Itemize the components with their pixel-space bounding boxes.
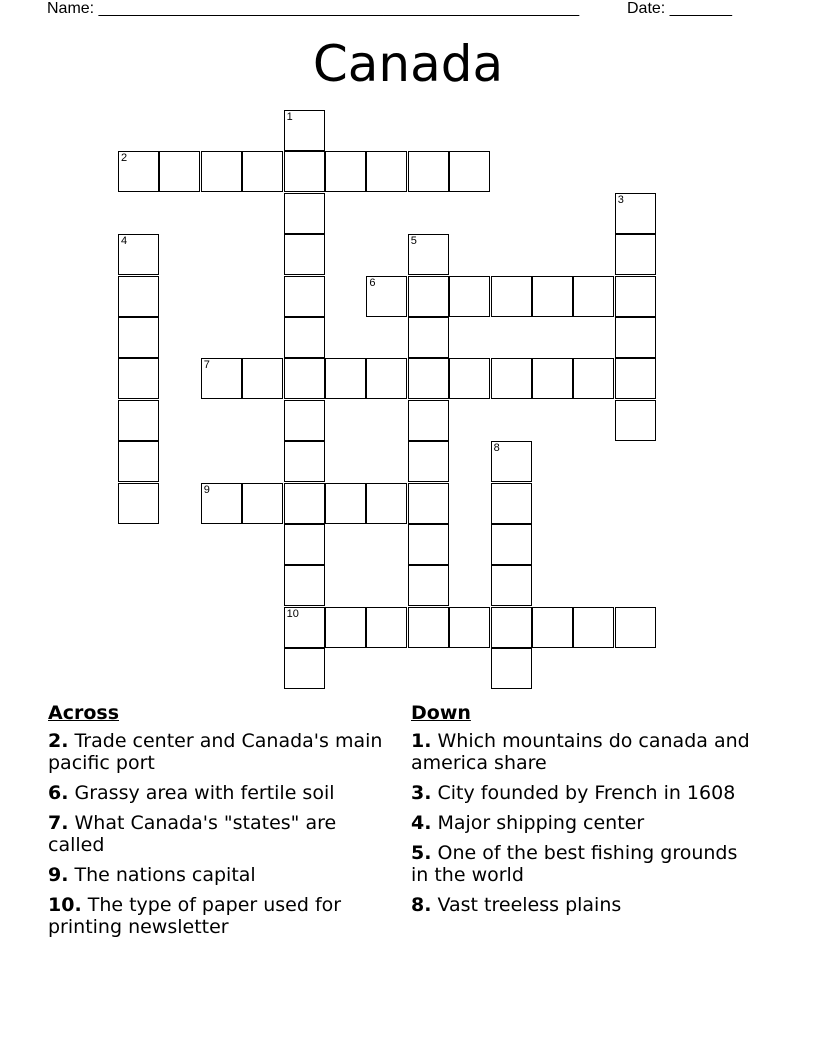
clue-text: Major shipping center [431,812,645,834]
clue-down-8 [411,894,756,916]
clue-text: Grassy area with fertile soil [68,782,335,804]
grid-cell[interactable] [615,358,656,399]
grid-cell[interactable] [284,648,325,689]
clue-down-5 [411,842,756,886]
grid-cell[interactable] [366,358,407,399]
grid-cell[interactable] [408,317,449,358]
grid-cell[interactable] [408,276,449,317]
grid-cell[interactable] [366,607,407,648]
grid-cell[interactable] [449,151,490,192]
grid-cell[interactable] [284,193,325,234]
clue-number: 5. [411,842,432,864]
clue-number: 6. [48,782,69,804]
grid-cell[interactable] [408,524,449,565]
clue-down-4 [411,812,756,834]
puzzle-title: Canada [312,35,504,93]
clue-number: 4. [411,812,432,834]
grid-cell[interactable] [408,607,449,648]
grid-cell[interactable] [449,607,490,648]
clue-text: The nations capital [68,864,256,886]
grid-cell[interactable] [615,276,656,317]
grid-cell[interactable] [284,524,325,565]
grid-cell[interactable] [242,151,283,192]
grid-cell[interactable] [491,441,532,482]
clue-down-1 [411,730,756,774]
grid-cell[interactable] [325,358,366,399]
grid-cell[interactable] [284,358,325,399]
grid-cell[interactable] [284,607,325,648]
grid-cell[interactable] [491,483,532,524]
grid-cell[interactable] [615,234,656,275]
grid-cell[interactable] [201,483,242,524]
clue-number: 10. [48,894,82,916]
clue-number: 8. [411,894,432,916]
grid-cell[interactable] [449,276,490,317]
grid-cell[interactable] [325,607,366,648]
grid-cell[interactable] [118,151,159,192]
grid-cell[interactable] [284,276,325,317]
cell-number: 1 [286,111,293,123]
grid-cell[interactable] [118,276,159,317]
grid-cell[interactable] [284,441,325,482]
grid-cell[interactable] [366,151,407,192]
down-clues [411,702,756,924]
grid-cell[interactable] [118,234,159,275]
grid-cell[interactable] [408,358,449,399]
grid-cell[interactable] [408,441,449,482]
grid-cell[interactable] [366,276,407,317]
grid-cell[interactable] [491,648,532,689]
clue-across-6 [48,782,393,804]
cell-number: 8 [493,442,500,455]
grid-cell[interactable] [615,193,656,234]
grid-cell[interactable] [242,483,283,524]
name-label: Name: [47,0,99,17]
clue-down-3 [411,782,756,804]
grid-cell[interactable] [118,400,159,441]
cell-number: 4 [121,235,128,248]
date-label: Date: [627,0,670,17]
cell-number: 2 [121,152,128,165]
grid-cell[interactable] [284,483,325,524]
grid-cell[interactable] [532,607,573,648]
grid-cell[interactable] [615,400,656,441]
clue-text: The type of paper used for printing newsletter [48,894,342,938]
clue-number: 2. [48,730,69,752]
cell-number: 9 [203,483,210,496]
grid-cell[interactable] [118,483,159,524]
across-clues [48,702,393,946]
cell-number: 7 [203,359,210,372]
clue-text: Which mountains do canada and america share [411,730,750,774]
cell-number: 3 [617,193,624,206]
clue-across-2 [48,730,393,774]
cell-number: 6 [369,276,376,289]
grid-cell[interactable] [201,151,242,192]
clue-across-10 [48,894,393,938]
grid-cell[interactable] [573,607,614,648]
date-blank[interactable]: _______ [669,0,732,17]
grid-cell[interactable] [284,317,325,358]
clue-number: 9. [48,864,69,886]
clue-across-9 [48,864,393,886]
clue-number: 7. [48,812,69,834]
grid-cell[interactable] [449,358,490,399]
grid-cell[interactable] [491,524,532,565]
grid-cell[interactable] [284,151,325,192]
grid-cell[interactable] [532,276,573,317]
clue-across-7 [48,812,393,856]
name-blank[interactable]: ______________________________________________________ [98,0,580,17]
grid-cell[interactable] [615,317,656,358]
grid-cell[interactable] [242,358,283,399]
across-heading: Across [48,702,120,724]
grid-cell[interactable] [284,234,325,275]
down-heading: Down [411,702,471,724]
clue-text: What Canada's "states" are called [48,812,337,856]
grid-cell[interactable] [573,358,614,399]
grid-cell[interactable] [118,358,159,399]
clue-number: 3. [411,782,432,804]
grid-cell[interactable] [118,441,159,482]
cell-number: 10 [286,607,299,620]
cell-number: 5 [410,235,417,248]
clue-text: City founded by French in 1608 [431,782,736,804]
grid-cell[interactable] [408,151,449,192]
grid-cell[interactable] [284,565,325,606]
grid-cell[interactable] [408,565,449,606]
grid-cell[interactable] [408,483,449,524]
grid-cell[interactable] [366,483,407,524]
grid-cell[interactable] [491,358,532,399]
clue-text: One of the best fishing grounds in the world [411,842,738,886]
grid-cell[interactable] [573,276,614,317]
grid-cell[interactable] [491,276,532,317]
grid-cell[interactable] [325,483,366,524]
grid-cell[interactable] [201,358,242,399]
grid-cell[interactable] [284,110,325,151]
grid-cell[interactable] [491,607,532,648]
grid-cell[interactable] [325,151,366,192]
grid-cell[interactable] [491,565,532,606]
clue-text: Vast treeless plains [431,894,622,916]
grid-cell[interactable] [159,151,200,192]
grid-cell[interactable] [284,400,325,441]
clue-number: 1. [411,730,432,752]
grid-cell[interactable] [408,234,449,275]
grid-cell[interactable] [615,607,656,648]
grid-cell[interactable] [532,358,573,399]
grid-cell[interactable] [408,400,449,441]
clue-text: Trade center and Canada's main pacific port [48,730,383,774]
grid-cell[interactable] [118,317,159,358]
